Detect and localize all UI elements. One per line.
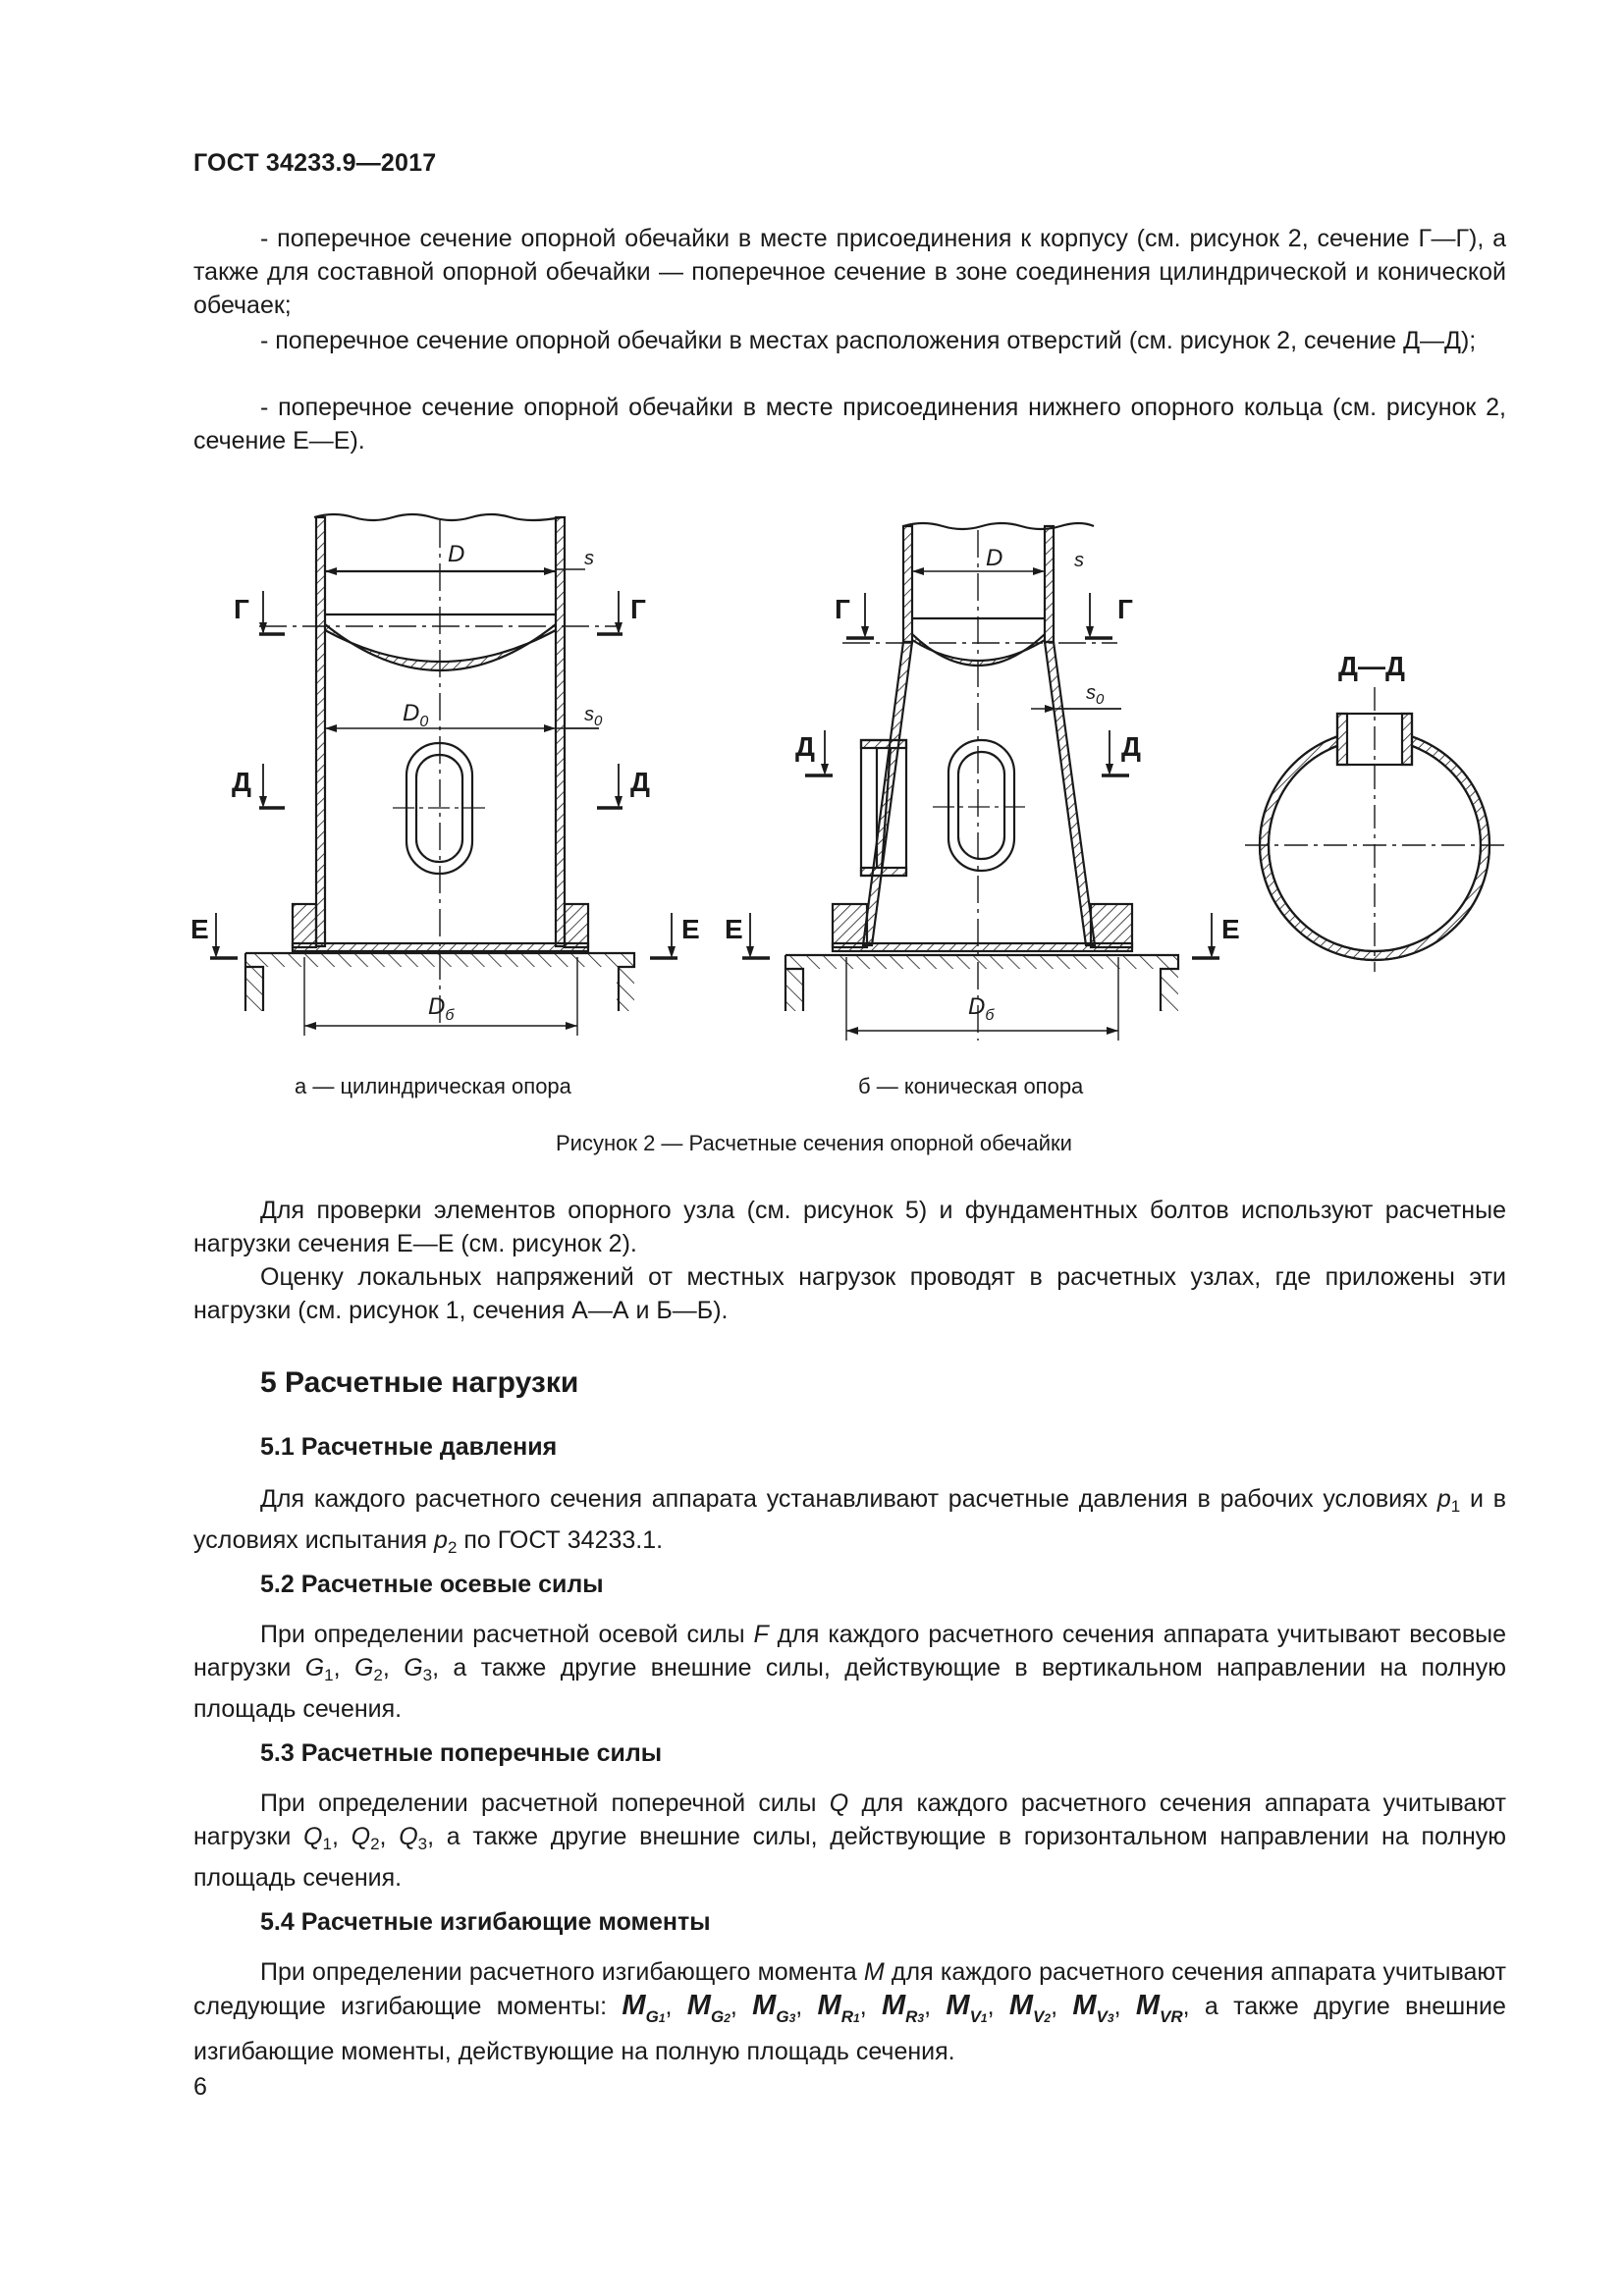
- intro-item-1: - поперечное сечение опорной обечайки в месте присоединения к корпусу (см. рисунок 2, сечение Г—Г), а также для составной опорной обечайки — поперечное сечение в зоне соединения цилиндрической и конической обечаек;: [193, 225, 1506, 319]
- section-mark-G-right-a: Г: [630, 594, 646, 624]
- after-figure-p2: Оценку локальных напряжений от местных нагрузок проводят в расчетных узлах, где приложены эти нагрузки (см. рисунок 1, сечения А—А и Б—Б).: [193, 1263, 1506, 1324]
- intro-item-2: - поперечное сечение опорной обечайки в местах расположения отверстий (см. рисунок 2, сечение Д—Д);: [260, 327, 1477, 354]
- section-5-2-title: 5.2 Расчетные осевые силы: [260, 1571, 604, 1598]
- label-s-a: s: [584, 548, 594, 569]
- section-mark-G-left-a: Г: [234, 594, 249, 624]
- section-mark-D-right-b: Д: [1121, 731, 1141, 762]
- section-5-4-title: 5.4 Расчетные изгибающие моменты: [260, 1908, 711, 1936]
- section-5-4-text: При определении расчетного изгибающего момента M для каждого расчетного сечения аппарата учитывают следующие изгибающие моменты: $M_{G1}$, $M_{G2}$, $M_{G3}$, $M_{R1}$, $M_{R3}$, $M_{V1}$, $M_{V2}$, $M_{V3}$, $M_{VR}$, а также другие внешние изгибающие моменты, действующие на полную площадь сечения.: [193, 1958, 1506, 2065]
- label-D0-a: $D_0$: [403, 700, 429, 730]
- label-D-a: D: [448, 541, 465, 567]
- label-Db-a: $D_б$: [428, 993, 455, 1024]
- section-5-2-text: При определении расчетной осевой силы F для каждого расчетного сечения аппарата учитывают весовые нагрузки $G_1$, $G_2$, $G_3$, а также другие внешние силы, действующие в вертикальном направлении на полную площадь сечения.: [193, 1621, 1506, 1723]
- page-number: 6: [193, 2073, 207, 2101]
- figure-title: Рисунок 2 — Расчетные сечения опорной обечайки: [556, 1131, 1072, 1155]
- section-dd-ring-drawing: [1245, 687, 1508, 972]
- section-mark-E-left-a: Е: [190, 914, 209, 944]
- section-5-title: 5 Расчетные нагрузки: [260, 1366, 579, 1399]
- section-mark-E-left-b: Е: [725, 914, 743, 944]
- after-figure-p1: Для проверки элементов опорного узла (см. рисунок 5) и фундаментных болтов используют расчетные нагрузки сечения Е—Е (см. рисунок 2).: [193, 1197, 1506, 1257]
- figure-2-drawing: [0, 0, 1624, 1139]
- section-dd-title: Д—Д: [1338, 651, 1405, 681]
- conical-support-drawing: [742, 523, 1219, 1041]
- document-code-header: ГОСТ 34233.9—2017: [193, 149, 437, 177]
- section-mark-G-right-b: Г: [1117, 594, 1133, 624]
- section-mark-E-right-b: Е: [1221, 914, 1240, 944]
- label-Db-b: $D_б$: [968, 993, 995, 1024]
- label-s-b: s: [1074, 550, 1084, 571]
- section-mark-G-left-b: Г: [835, 594, 850, 624]
- caption-b: б — коническая опора: [858, 1074, 1084, 1098]
- label-s0-a: $s_0$: [584, 704, 603, 729]
- label-s0-b: $s_0$: [1086, 682, 1105, 708]
- section-5-1-title: 5.1 Расчетные давления: [260, 1433, 558, 1461]
- cylindrical-support-drawing: [210, 514, 677, 1036]
- section-5-3-title: 5.3 Расчетные поперечные силы: [260, 1739, 663, 1767]
- intro-item-3: - поперечное сечение опорной обечайки в месте присоединения нижнего опорного кольца (см. рисунок 2, сечение Е—Е).: [193, 394, 1506, 454]
- section-mark-D-right-a: Д: [630, 767, 650, 797]
- section-mark-D-left-b: Д: [795, 731, 815, 762]
- section-5-3-text: При определении расчетной поперечной силы Q для каждого расчетного сечения аппарата учитывают нагрузки $Q_1$, $Q_2$, $Q_3$, а также другие внешние силы, действующие в горизонтальном направлении на полную площадь сечения.: [193, 1789, 1506, 1892]
- section-mark-E-right-a: Е: [681, 914, 700, 944]
- section-mark-D-left-a: Д: [232, 767, 251, 797]
- section-5-1-text: Для каждого расчетного сечения аппарата устанавливают расчетные давления в рабочих условиях $p_1$ и в условиях испытания $p_2$ по ГОСТ 34233.1.: [193, 1485, 1506, 1557]
- label-D-b: D: [986, 545, 1003, 571]
- caption-a: а — цилиндрическая опора: [295, 1074, 571, 1098]
